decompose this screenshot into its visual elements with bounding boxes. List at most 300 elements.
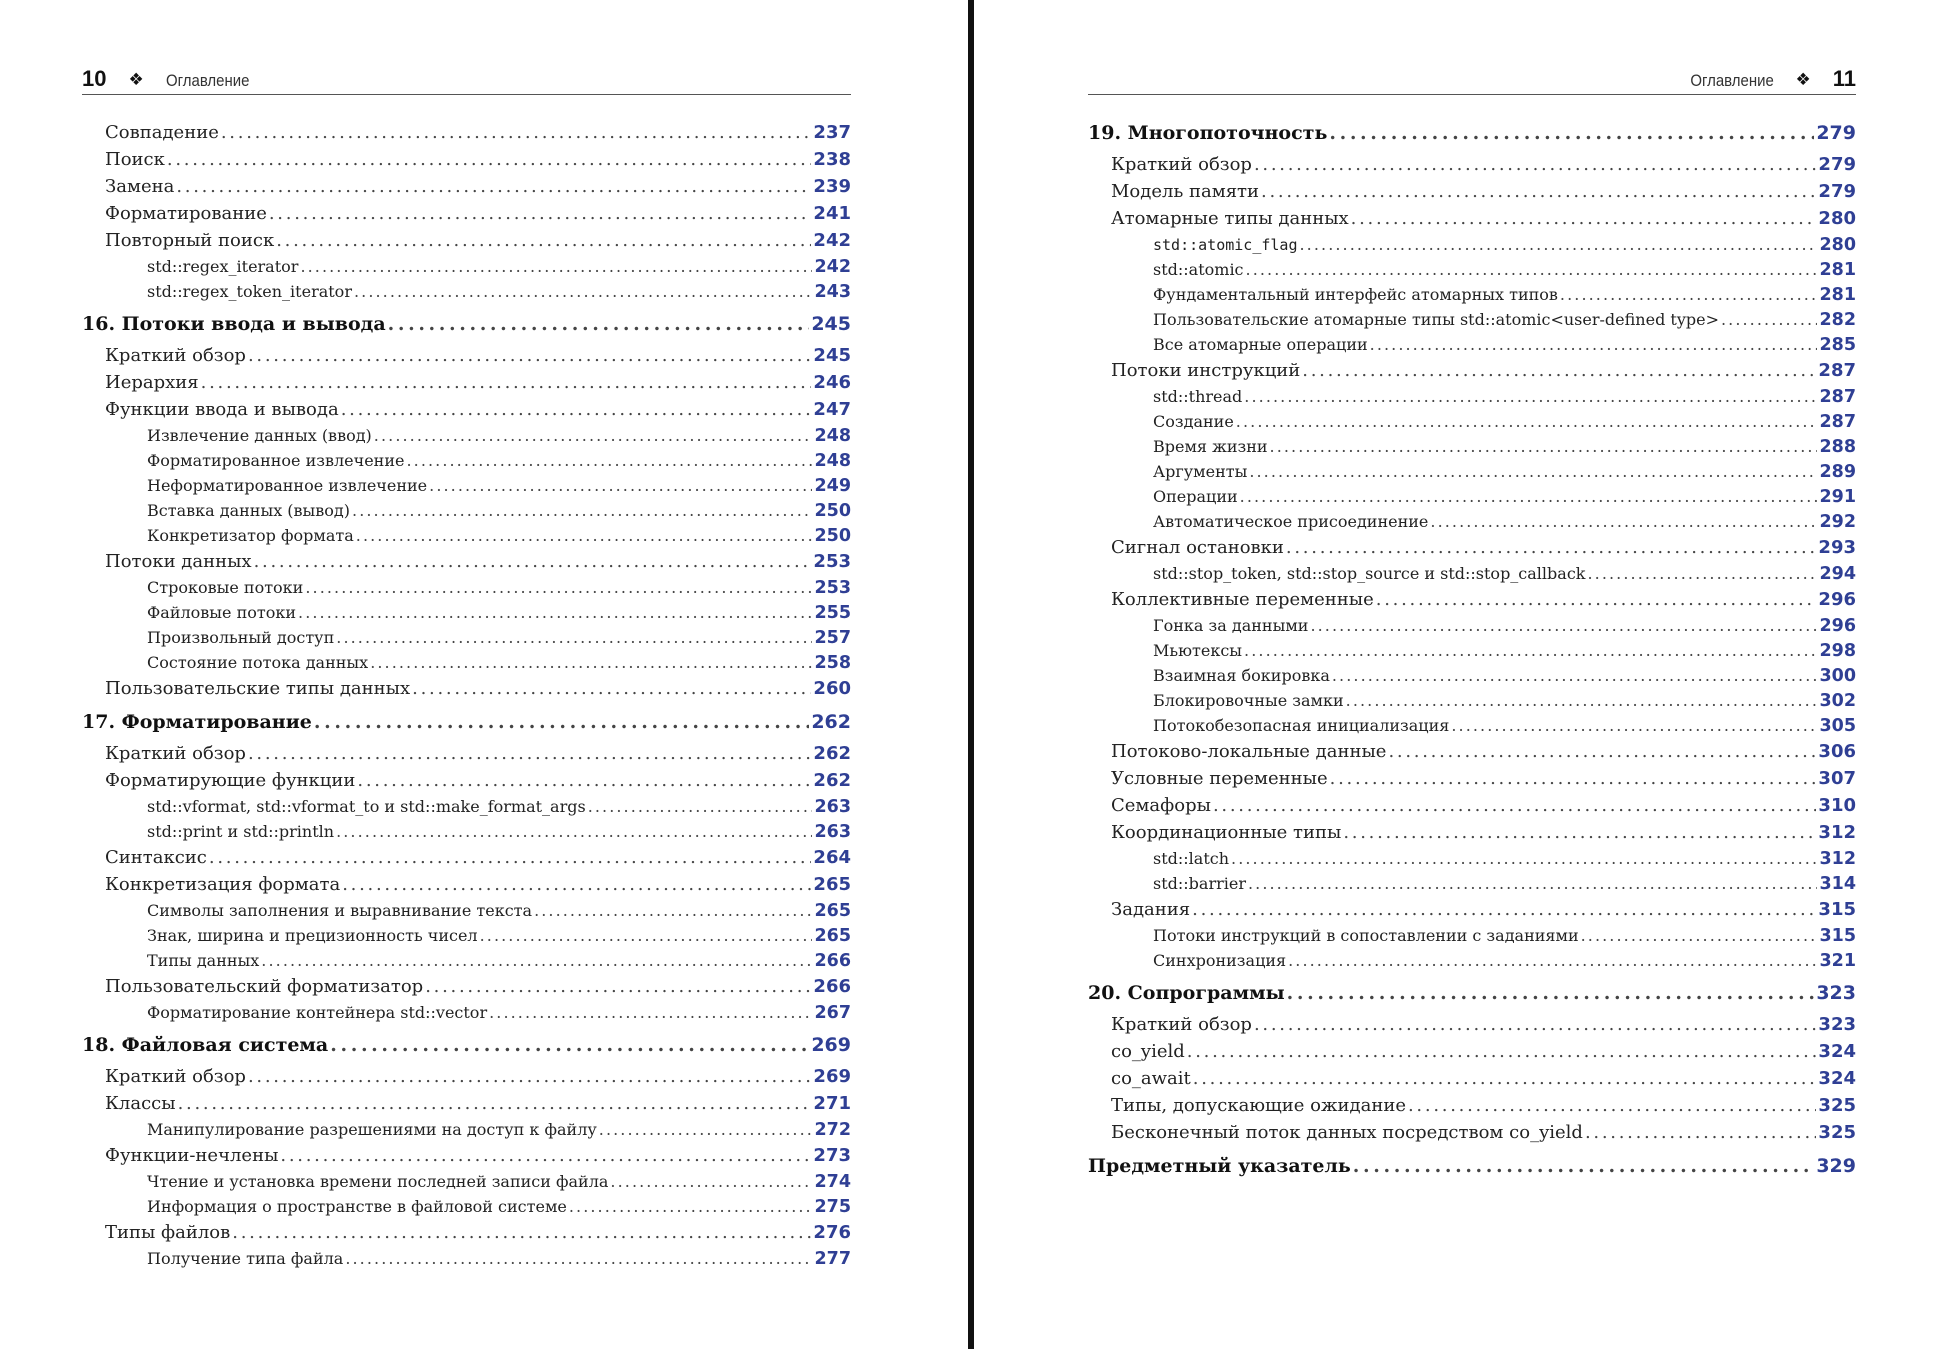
toc-entry-title: Синтаксис [105,847,207,868]
toc-page-number[interactable]: 237 [813,122,851,143]
dot-leader [1254,1014,1816,1035]
toc-entry-title: 17. Форматирование [82,711,312,733]
toc-entry-title: Краткий обзор [1111,154,1252,175]
toc-page-number[interactable]: 323 [1816,982,1856,1004]
toc-page-number[interactable]: 324 [1818,1068,1856,1089]
toc-entry[interactable] [1088,691,1856,716]
toc-page-number[interactable]: 296 [1818,589,1856,610]
toc-entry[interactable] [82,951,851,976]
dot-leader [276,230,811,251]
dot-leader [1310,616,1817,635]
toc-entry[interactable] [82,1093,851,1120]
toc-chapter-entry[interactable] [82,1034,851,1066]
dot-leader [1248,874,1817,893]
dot-leader [178,1093,812,1114]
dot-leader [176,176,811,197]
toc-page-number[interactable]: 274 [814,1172,851,1192]
toc-entry[interactable] [1088,951,1856,976]
toc-entry[interactable] [82,770,851,797]
toc-page-number[interactable]: 260 [813,678,851,699]
dot-leader [1332,666,1818,685]
toc-page-number[interactable]: 250 [814,526,851,546]
dot-leader [1231,849,1817,868]
toc-entry[interactable] [1088,487,1856,512]
toc-entry[interactable] [1088,1014,1856,1041]
toc-entry-title: Получение типа файла [147,1249,344,1268]
toc-page-number[interactable]: 287 [1819,387,1856,407]
toc-entry-title: Аргументы [1153,462,1248,481]
toc-entry-title: Извлечение данных (ввод) [147,426,372,445]
toc-page-number[interactable]: 287 [1819,412,1856,432]
toc-entry[interactable] [1088,260,1856,285]
dot-leader [354,282,813,301]
toc-page-number[interactable]: 298 [1819,641,1856,661]
toc-page-number[interactable]: 289 [1819,462,1856,482]
toc-page-number[interactable]: 264 [813,847,851,868]
toc-entry[interactable] [82,603,851,628]
toc-entry-title: Информация о пространстве в файловой системе [147,1197,567,1216]
dot-leader [300,257,812,276]
right-page-header [1088,62,1856,95]
toc-chapter-entry[interactable] [82,711,851,743]
toc-entry-title: co_await [1111,1068,1191,1089]
dot-leader [1192,899,1816,920]
toc-page-number[interactable]: 265 [813,874,851,895]
toc-entry[interactable] [82,426,851,451]
toc-page-number[interactable]: 296 [1819,616,1856,636]
dot-leader [1302,360,1816,381]
toc-entry-title: Поиск [105,149,165,170]
toc-page-number[interactable]: 246 [813,372,851,393]
toc-entry[interactable] [82,122,851,149]
toc-entry-title: Типы, допускающие ожидание [1111,1095,1406,1116]
toc-page-number[interactable]: 323 [1818,1014,1856,1035]
toc-page-number[interactable]: 245 [813,345,851,366]
toc-entry-title: Классы [105,1093,176,1114]
dot-leader [201,372,812,393]
dot-leader [1329,122,1814,144]
toc-entry[interactable] [82,1197,851,1222]
toc-page-number[interactable]: 272 [814,1120,851,1140]
toc-page-number[interactable]: 312 [1819,849,1856,869]
toc-entry-title: std::atomic_flag [1153,236,1298,254]
right-toc-list [1088,122,1856,1187]
toc-entry[interactable] [1088,387,1856,412]
toc-chapter-entry[interactable] [1088,122,1856,154]
toc-page-number[interactable]: 265 [814,901,851,921]
toc-entry[interactable] [1088,795,1856,822]
toc-entry[interactable] [1088,512,1856,537]
dot-leader [406,451,812,470]
toc-entry-title: Пользовательский форматизатор [105,976,424,997]
toc-entry[interactable] [1088,716,1856,741]
dot-leader [232,1222,811,1243]
toc-entry[interactable] [1088,589,1856,616]
toc-entry-title: Потоково-локальные данные [1111,741,1387,762]
toc-page-number[interactable]: 280 [1818,208,1856,229]
ornament-icon: ❖ [128,70,144,89]
toc-chapter-entry[interactable] [1088,1155,1856,1187]
toc-page-number[interactable]: 294 [1819,564,1856,584]
toc-entry-title: Конкретизация формата [105,874,341,895]
dot-leader [1288,951,1817,970]
dot-leader [1244,641,1817,660]
toc-entry[interactable] [82,1120,851,1145]
toc-entry-title: Краткий обзор [1111,1014,1252,1035]
toc-page-number[interactable]: 250 [814,501,851,521]
toc-entry-title: Потоки данных [105,551,252,572]
toc-entry-title: Строковые потоки [147,578,304,597]
toc-entry-title: Повторный поиск [105,230,275,251]
toc-entry[interactable] [82,1222,851,1249]
dot-leader [374,426,813,445]
toc-entry-title: Форматирование [105,203,267,224]
right-running-title: Оглавление [1690,71,1774,90]
toc-entry-title: Условные переменные [1111,768,1328,789]
toc-entry-title: Операции [1153,487,1238,506]
toc-entry[interactable] [1088,899,1856,926]
toc-entry-title: Чтение и установка времени последней записи файла [147,1172,609,1191]
toc-entry[interactable] [82,230,851,257]
toc-entry-title: Функции ввода и вывода [105,399,339,420]
toc-entry[interactable] [1088,154,1856,181]
toc-entry[interactable] [82,847,851,874]
toc-page-number[interactable]: 302 [1819,691,1856,711]
toc-entry-title: Блокировочные замки [1153,691,1344,710]
dot-leader [248,1066,811,1087]
toc-page-number[interactable]: 243 [814,282,851,302]
toc-entry[interactable] [82,1172,851,1197]
toc-page-number[interactable]: 265 [814,926,851,946]
dot-leader [336,822,812,841]
toc-page-number[interactable]: 312 [1818,822,1856,843]
toc-entry[interactable] [1088,181,1856,208]
toc-page-number[interactable]: 247 [813,399,851,420]
toc-entry-title: std::latch [1153,849,1230,868]
toc-page-number[interactable]: 307 [1818,768,1856,789]
toc-entry-title: std::vformat, std::vformat_to и std::make_format_args [147,797,586,816]
toc-entry[interactable] [82,1249,851,1274]
dot-leader [1721,310,1817,329]
dot-leader [1286,537,1817,558]
dot-leader [1213,795,1816,816]
toc-page-number[interactable]: 238 [813,149,851,170]
toc-entry[interactable] [1088,310,1856,335]
toc-page-number[interactable]: 279 [1818,154,1856,175]
toc-entry[interactable] [1088,666,1856,691]
dot-leader [221,122,812,143]
toc-page-number[interactable]: 314 [1819,874,1856,894]
dot-leader [1581,926,1818,945]
toc-entry-title: Иерархия [105,372,199,393]
toc-entry[interactable] [82,345,851,372]
toc-page-number[interactable]: 257 [814,628,851,648]
toc-entry[interactable] [1088,564,1856,589]
left-page-header [82,62,851,95]
toc-page-number[interactable]: 281 [1819,285,1856,305]
toc-entry[interactable] [82,1066,851,1093]
toc-entry-title: std::atomic [1153,260,1244,279]
toc-entry-title: Пользовательские атомарные типы std::atomic<user-defined type> [1153,310,1719,329]
toc-entry[interactable] [1088,926,1856,951]
toc-page-number[interactable]: 325 [1818,1095,1856,1116]
dot-leader [167,149,812,170]
toc-page-number[interactable]: 242 [813,230,851,251]
dot-leader [1451,716,1817,735]
toc-entry[interactable] [1088,1068,1856,1095]
toc-page-number[interactable]: 249 [814,476,851,496]
toc-entry[interactable] [82,451,851,476]
toc-entry[interactable] [1088,412,1856,437]
toc-page-number[interactable]: 293 [1818,537,1856,558]
dot-leader [480,926,813,945]
toc-entry[interactable] [82,501,851,526]
toc-entry[interactable] [1088,235,1856,260]
dot-leader [209,847,812,868]
toc-page-number[interactable]: 292 [1819,512,1856,532]
toc-page-number[interactable]: 275 [814,1197,851,1217]
toc-entry-title: Создание [1153,412,1234,431]
toc-entry-title: Мьютексы [1153,641,1243,660]
toc-entry-title: Совпадение [105,122,219,143]
toc-page-number[interactable]: 262 [813,743,851,764]
toc-page-number[interactable]: 258 [814,653,851,673]
toc-entry-title: Состояние потока данных [147,653,369,672]
toc-page-number[interactable]: 262 [811,711,851,733]
toc-page-number[interactable]: 300 [1819,666,1856,686]
dot-leader [1376,589,1817,610]
dot-leader [569,1197,813,1216]
toc-entry-title: std::regex_iterator [147,257,299,276]
toc-entry[interactable] [1088,741,1856,768]
toc-page-number[interactable]: 281 [1819,260,1856,280]
toc-entry[interactable] [1088,1041,1856,1068]
toc-entry-title: Модель памяти [1111,181,1259,202]
dot-leader [1287,982,1815,1004]
toc-chapter-entry[interactable] [82,313,851,345]
toc-entry-title: Типы файлов [105,1222,231,1243]
toc-entry[interactable] [82,282,851,307]
toc-page-number[interactable]: 248 [814,451,851,471]
toc-page-number[interactable]: 263 [814,797,851,817]
toc-entry[interactable] [82,653,851,678]
dot-leader [1261,181,1816,202]
toc-page-number[interactable]: 255 [814,603,851,623]
left-page [0,0,968,1349]
right-page [974,0,1937,1349]
toc-page-number[interactable]: 279 [1818,181,1856,202]
toc-page-number[interactable]: 276 [813,1222,851,1243]
toc-page-number[interactable]: 271 [813,1093,851,1114]
toc-page-number[interactable]: 253 [813,551,851,572]
dot-leader [1244,387,1817,406]
toc-entry[interactable] [1088,641,1856,666]
toc-page-number[interactable]: 248 [814,426,851,446]
toc-page-number[interactable]: 315 [1818,899,1856,920]
toc-entry-title: Атомарные типы данных [1111,208,1349,229]
dot-leader [352,501,812,520]
toc-entry-title: Замена [105,176,175,197]
toc-entry[interactable] [82,901,851,926]
toc-entry[interactable] [1088,849,1856,874]
dot-leader [341,399,812,420]
toc-page-number[interactable]: 267 [814,1003,851,1023]
dot-leader [1587,564,1817,583]
dot-leader [305,578,812,597]
toc-entry[interactable] [82,743,851,770]
toc-entry[interactable] [1088,822,1856,849]
toc-entry[interactable] [82,399,851,426]
toc-entry-title: std::barrier [1153,874,1246,893]
dot-leader [370,653,812,672]
toc-page-number[interactable]: 291 [1819,487,1856,507]
dot-leader [1343,822,1816,843]
toc-entry-title: Автоматическое присоединение [1153,512,1429,531]
toc-entry-title: Вставка данных (вывод) [147,501,351,520]
toc-entry-title: Потоки инструкций в сопоставлении с заданиями [1153,926,1579,945]
toc-entry[interactable] [82,526,851,551]
toc-page-number[interactable]: 269 [811,1034,851,1056]
toc-entry[interactable] [1088,1095,1856,1122]
toc-entry[interactable] [1088,616,1856,641]
dot-leader [280,1145,811,1166]
dot-leader [1430,512,1817,531]
dot-leader [269,203,812,224]
toc-page-number[interactable]: 279 [1816,122,1856,144]
toc-entry-title: Форматирование контейнера std::vector [147,1003,488,1022]
toc-entry-title: Все атомарные операции [1153,335,1368,354]
dot-leader [330,1034,809,1056]
toc-entry[interactable] [82,822,851,847]
toc-page-number[interactable]: 288 [1819,437,1856,457]
toc-page-number[interactable]: 269 [813,1066,851,1087]
toc-entry[interactable] [1088,208,1856,235]
toc-page-number[interactable]: 306 [1818,741,1856,762]
toc-entry-title: co_yield [1111,1041,1185,1062]
toc-entry[interactable] [82,797,851,822]
toc-entry[interactable] [82,551,851,578]
toc-entry-title: Коллективные переменные [1111,589,1374,610]
toc-page-number[interactable]: 282 [1819,310,1856,330]
toc-page-number[interactable]: 310 [1818,795,1856,816]
toc-page-number[interactable]: 266 [814,951,851,971]
toc-entry-title: Синхронизация [1153,951,1287,970]
toc-entry[interactable] [82,1145,851,1172]
toc-entry[interactable] [82,1003,851,1028]
dot-leader [1193,1068,1817,1089]
toc-entry[interactable] [1088,462,1856,487]
toc-entry-title: Функции-нечлены [105,1145,279,1166]
toc-entry-title: Неформатированное извлечение [147,476,428,495]
toc-page-number[interactable]: 324 [1818,1041,1856,1062]
dot-leader [1270,437,1818,456]
dot-leader [388,313,810,335]
toc-entry-title: Задания [1111,899,1191,920]
toc-page-number[interactable]: 329 [1816,1155,1856,1177]
toc-page-number[interactable]: 325 [1818,1122,1856,1143]
toc-entry[interactable] [1088,335,1856,360]
toc-page-number[interactable]: 273 [813,1145,851,1166]
dot-leader [599,1120,813,1139]
toc-entry[interactable] [82,628,851,653]
toc-entry[interactable] [1088,768,1856,795]
toc-entry-title: Потокобезопасная инициализация [1153,716,1450,735]
toc-entry[interactable] [82,203,851,230]
toc-page-number[interactable]: 239 [813,176,851,197]
toc-page-number[interactable]: 241 [813,203,851,224]
toc-page-number[interactable]: 253 [814,578,851,598]
toc-chapter-entry[interactable] [1088,982,1856,1014]
toc-entry[interactable] [1088,874,1856,899]
toc-entry[interactable] [82,149,851,176]
toc-entry[interactable] [82,257,851,282]
toc-entry-title: Манипулирование разрешениями на доступ к файлу [147,1120,597,1139]
toc-entry[interactable] [82,372,851,399]
toc-page-number[interactable]: 277 [814,1249,851,1269]
dot-leader [261,951,812,970]
left-running-title: Оглавление [165,71,250,90]
toc-page-number[interactable]: 321 [1819,951,1856,971]
dot-leader [1353,1155,1815,1177]
dot-leader [610,1172,812,1191]
toc-page-number[interactable]: 285 [1819,335,1856,355]
dot-leader [1560,285,1818,304]
toc-entry[interactable] [1088,437,1856,462]
toc-entry[interactable] [1088,360,1856,387]
toc-entry-title: Краткий обзор [105,743,246,764]
toc-page-number[interactable]: 262 [813,770,851,791]
toc-entry-title: Форматирующие функции [105,770,356,791]
toc-page-number[interactable]: 266 [813,976,851,997]
dot-leader [248,345,811,366]
toc-entry[interactable] [82,476,851,501]
dot-leader [1388,741,1816,762]
toc-entry[interactable] [82,926,851,951]
toc-entry[interactable] [1088,285,1856,310]
dot-leader [345,1249,812,1268]
dot-leader [356,526,813,545]
toc-entry-title: Знак, ширина и прецизионность чисел [147,926,478,945]
dot-leader [357,770,811,791]
toc-entry[interactable] [82,578,851,603]
toc-entry-title: Гонка за данными [1153,616,1309,635]
toc-entry-title: Семафоры [1111,795,1211,816]
toc-entry[interactable] [82,678,851,705]
toc-entry-title: Конкретизатор формата [147,526,354,545]
toc-page-number[interactable]: 315 [1819,926,1856,946]
toc-entry[interactable] [82,874,851,901]
toc-page-number[interactable]: 263 [814,822,851,842]
toc-entry[interactable] [1088,537,1856,564]
toc-entry[interactable] [1088,1122,1856,1149]
dot-leader [588,797,813,816]
toc-entry-title: Потоки инструкций [1111,360,1301,381]
toc-entry-title: Сигнал остановки [1111,537,1284,558]
toc-page-number[interactable]: 245 [811,313,851,335]
toc-page-number[interactable]: 242 [814,257,851,277]
toc-page-number[interactable]: 287 [1818,360,1856,381]
toc-entry-title: Координационные типы [1111,822,1342,843]
dot-leader [425,976,811,997]
toc-entry[interactable] [82,976,851,1003]
dot-leader [1254,154,1816,175]
toc-entry-title: std::stop_token, std::stop_source и std::stop_callback [1153,564,1586,583]
toc-entry[interactable] [82,176,851,203]
dot-leader [254,551,812,572]
dot-leader [1240,487,1818,506]
toc-page-number[interactable]: 280 [1819,235,1856,255]
toc-page-number[interactable]: 305 [1819,716,1856,736]
